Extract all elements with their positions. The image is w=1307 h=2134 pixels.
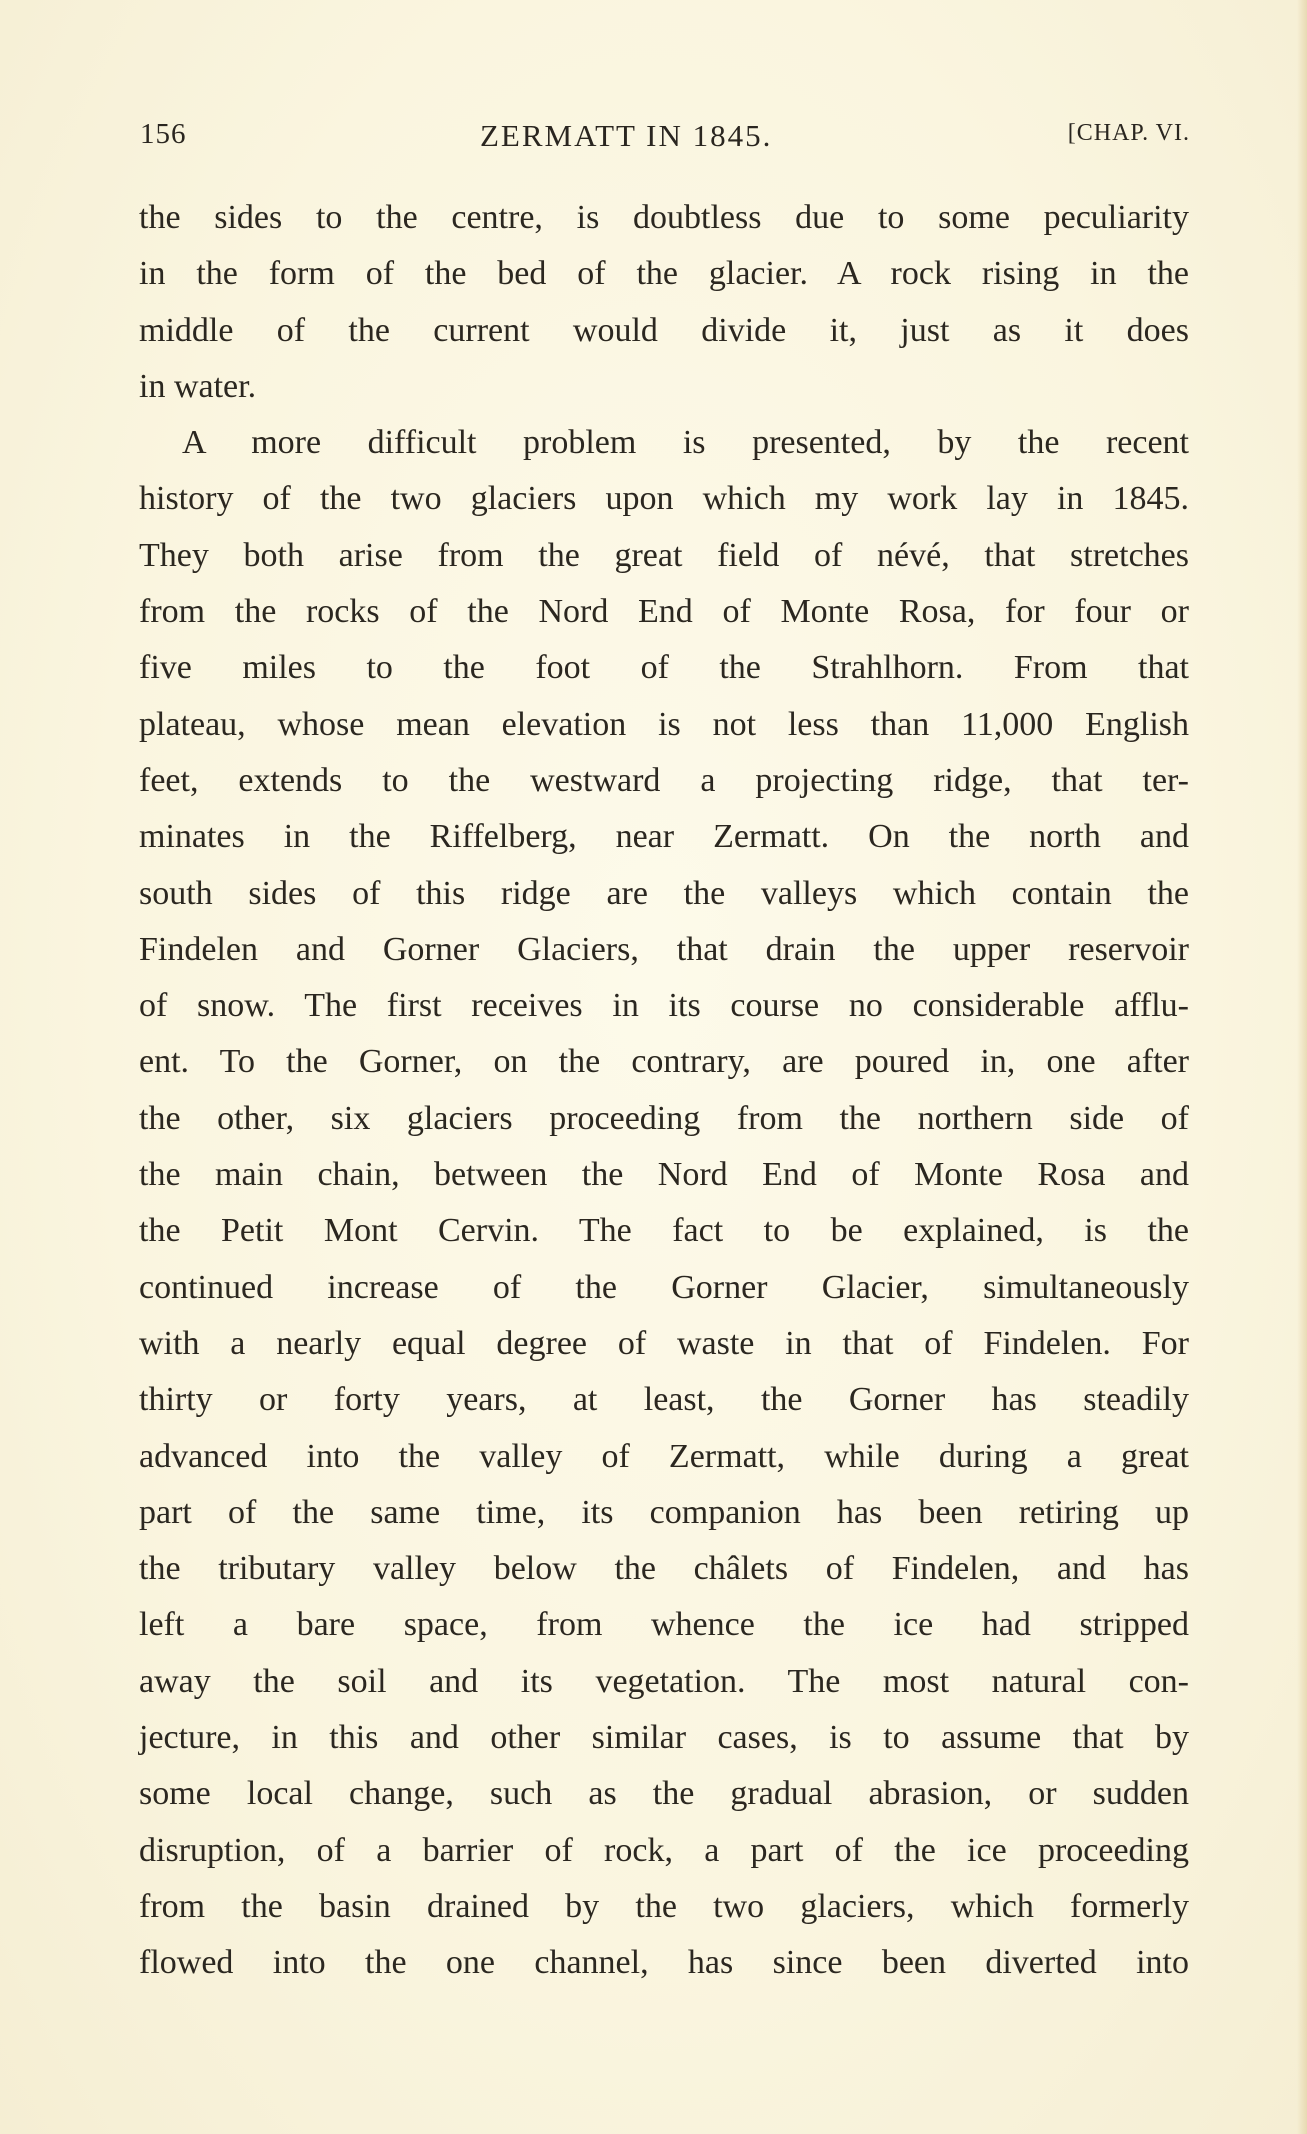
text-line: the main chain, between the Nord End of Monte Rosa and bbox=[139, 1156, 1189, 1194]
text-line: minates in the Riffelberg, near Zermatt. On the north and bbox=[139, 818, 1189, 856]
text-line: thirty or forty years, at least, the Gorner has steadily bbox=[139, 1381, 1189, 1419]
text-line: continued increase of the Gorner Glacier, simultaneously bbox=[139, 1268, 1189, 1306]
text-line: from the rocks of the Nord End of Monte Rosa, for four or bbox=[139, 593, 1189, 631]
text-line: in the form of the bed of the glacier. A rock rising in the bbox=[139, 255, 1189, 293]
text-line: ent. To the Gorner, on the contrary, are poured in, one after bbox=[139, 1043, 1189, 1081]
text-line: feet, extends to the westward a projecting ridge, that ter- bbox=[139, 761, 1189, 799]
text-line: five miles to the foot of the Strahlhorn. From that bbox=[139, 649, 1189, 687]
body-text bbox=[139, 190, 1189, 1992]
text-line: part of the same time, its companion has been retiring up bbox=[139, 1493, 1189, 1531]
text-line: the sides to the centre, is doubtless due to some peculiarity bbox=[139, 199, 1189, 236]
text-line: in water. bbox=[139, 367, 257, 405]
text-line: plateau, whose mean elevation is not less than 11,000 English bbox=[139, 705, 1189, 743]
text-line: with a nearly equal degree of waste in that of Findelen. For bbox=[139, 1324, 1189, 1362]
text-line: flowed into the one channel, has since been diverted into bbox=[139, 1944, 1189, 1982]
page-edge-shadow bbox=[1297, 0, 1307, 2134]
text-line: jecture, in this and other similar cases, is to assume that by bbox=[139, 1719, 1189, 1757]
running-header bbox=[140, 118, 1190, 162]
text-line: Findelen and Gorner Glaciers, that drain the upper reservoir bbox=[139, 930, 1189, 968]
text-line: They both arise from the great field of névé, that stretches bbox=[139, 536, 1189, 574]
text-line: advanced into the valley of Zermatt, while during a great bbox=[139, 1437, 1189, 1475]
text-line: disruption, of a barrier of rock, a part of the ice proceeding bbox=[139, 1831, 1189, 1869]
text-line: away the soil and its vegetation. The most natural con- bbox=[139, 1662, 1189, 1700]
text-line: the Petit Mont Cervin. The fact to be explained, is the bbox=[139, 1212, 1189, 1250]
text-line: history of the two glaciers upon which my work lay in 1845. bbox=[139, 480, 1189, 518]
text-line: some local change, such as the gradual abrasion, or sudden bbox=[139, 1775, 1189, 1813]
text-line: south sides of this ridge are the valleys which contain the bbox=[139, 874, 1189, 912]
page-number: 156 bbox=[140, 118, 187, 150]
text-line: the other, six glaciers proceeding from the northern side of bbox=[139, 1099, 1189, 1137]
chapter-marker: [CHAP. VI. bbox=[1067, 120, 1190, 146]
text-line: left a bare space, from whence the ice had stripped bbox=[139, 1606, 1189, 1644]
running-title: ZERMATT IN 1845. bbox=[480, 118, 773, 153]
text-line: from the basin drained by the two glaciers, which formerly bbox=[139, 1887, 1189, 1925]
text-line: the tributary valley below the châlets of Findelen, and has bbox=[139, 1550, 1189, 1588]
text-line: middle of the current would divide it, just as it does bbox=[139, 311, 1189, 349]
text-line: A more difficult problem is presented, by the recent bbox=[182, 424, 1189, 462]
text-line: of snow. The first receives in its course no considerable afflu- bbox=[139, 987, 1189, 1025]
